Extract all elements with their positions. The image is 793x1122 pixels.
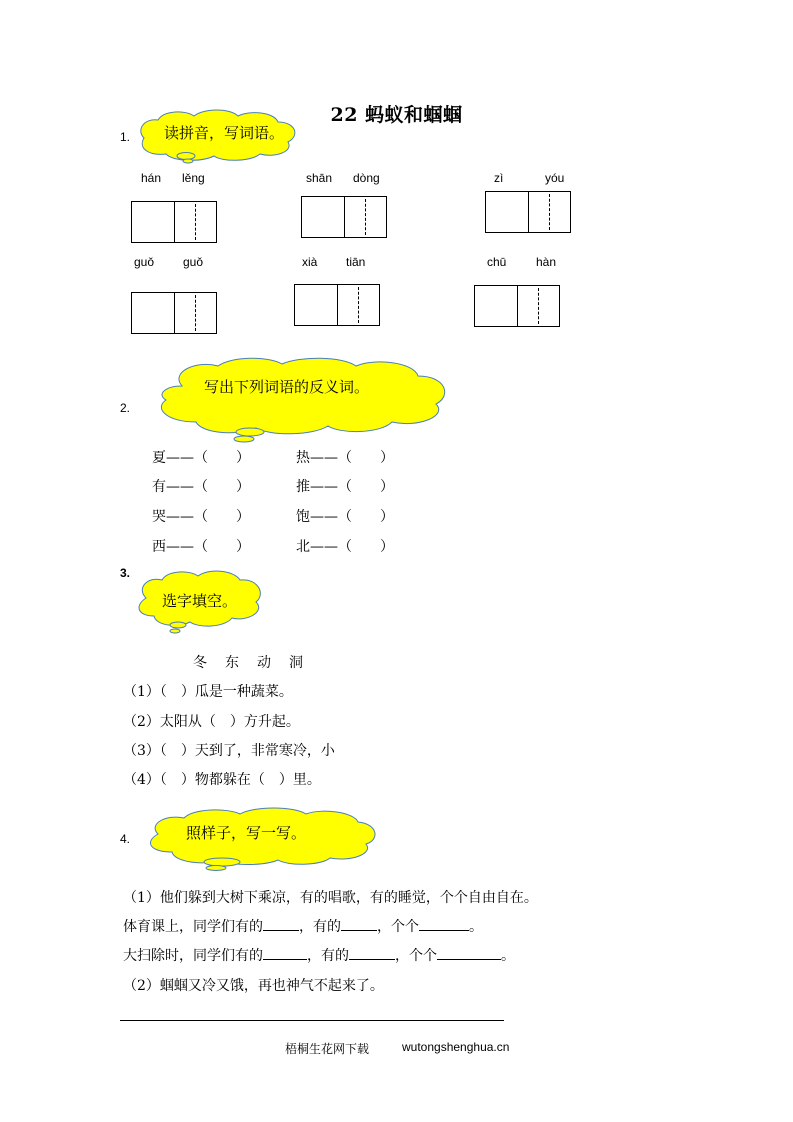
- writing-box[interactable]: [485, 191, 571, 233]
- practice-text: ，个个: [395, 948, 437, 964]
- fill-item: （3）（ ）天到了，非常寒冷，小: [123, 743, 335, 759]
- answer-blank[interactable]: [349, 945, 395, 960]
- antonym-item: 哭——（ ）: [152, 509, 250, 525]
- practice-text: ，有的: [307, 948, 349, 964]
- pinyin: zì: [494, 171, 504, 185]
- cloud-shape-icon: [152, 356, 454, 444]
- antonym-item: 西——（ ）: [152, 539, 250, 555]
- practice-text: ，有的: [299, 919, 341, 935]
- character-choices: 冬 东 动 洞: [193, 655, 305, 671]
- practice-text: 。: [469, 919, 483, 935]
- page-title: 22 蚂蚁和蝈蝈: [330, 104, 463, 126]
- pinyin: shān: [306, 171, 333, 185]
- question-2-instruction: 写出下列词语的反义词。: [204, 378, 370, 396]
- question-2-cloud: [152, 356, 454, 444]
- pinyin: chū: [487, 255, 507, 269]
- pinyin: dòng: [353, 171, 380, 185]
- pinyin: yóu: [545, 171, 565, 185]
- example-sentence-2: （2）蝈蝈又冷又饿，再也神气不起来了。: [123, 978, 384, 994]
- writing-box[interactable]: [301, 196, 387, 238]
- practice-text: 体育课上，同学们有的: [123, 919, 263, 935]
- antonym-item: 推——（ ）: [296, 479, 394, 495]
- pinyin: guǒ: [183, 255, 204, 269]
- footer-divider: [120, 1020, 504, 1021]
- writing-box[interactable]: [131, 292, 217, 334]
- pinyin: lěng: [182, 171, 205, 185]
- antonym-item: 饱——（ ）: [296, 509, 394, 525]
- question-3-number: 3.: [120, 566, 131, 580]
- question-3-instruction: 选字填空。: [162, 592, 238, 610]
- antonym-item: 北——（ ）: [296, 539, 394, 555]
- footer-url-link[interactable]: wutongshenghua.cn: [402, 1040, 510, 1054]
- question-2-number: 2.: [120, 401, 131, 415]
- practice-line-a: [123, 916, 483, 936]
- fill-item: （1）（ ）瓜是一种蔬菜。: [123, 684, 293, 700]
- antonym-item: 热——（ ）: [296, 450, 394, 466]
- fill-item: （2）太阳从（ ）方升起。: [123, 714, 300, 730]
- antonym-item: 有——（ ）: [152, 479, 250, 495]
- question-1-number: 1.: [120, 130, 131, 144]
- example-sentence-1: （1）他们躲到大树下乘凉，有的唱歌，有的睡觉，个个自由自在。: [123, 890, 538, 906]
- question-4-instruction: 照样子，写一写。: [186, 824, 307, 842]
- question-1-cloud: [134, 108, 302, 164]
- practice-text: 大扫除时，同学们有的: [123, 948, 263, 964]
- pinyin: hán: [141, 171, 162, 185]
- question-4-number: 4.: [120, 832, 131, 846]
- answer-blank[interactable]: [263, 916, 299, 931]
- antonym-item: 夏——（ ）: [152, 450, 250, 466]
- fill-item: （4）（ ）物都躲在（ ）里。: [123, 772, 321, 788]
- answer-blank[interactable]: [263, 945, 307, 960]
- question-1-instruction: 读拼音，写词语。: [164, 124, 285, 142]
- writing-box[interactable]: [131, 201, 217, 243]
- practice-text: 。: [501, 948, 515, 964]
- question-4-cloud: [144, 806, 380, 872]
- pinyin: tiān: [346, 255, 366, 269]
- pinyin: xià: [302, 255, 318, 269]
- answer-blank[interactable]: [437, 945, 501, 960]
- practice-text: ，个个: [377, 919, 419, 935]
- writing-box[interactable]: [474, 285, 560, 327]
- pinyin: guǒ: [134, 255, 155, 269]
- pinyin: hàn: [536, 255, 557, 269]
- answer-blank[interactable]: [419, 916, 469, 931]
- practice-line-b: [123, 945, 515, 965]
- answer-blank[interactable]: [341, 916, 377, 931]
- writing-box[interactable]: [294, 284, 380, 326]
- question-3-cloud: [134, 568, 268, 636]
- footer-site-name: 梧桐生花网下载: [285, 1042, 370, 1056]
